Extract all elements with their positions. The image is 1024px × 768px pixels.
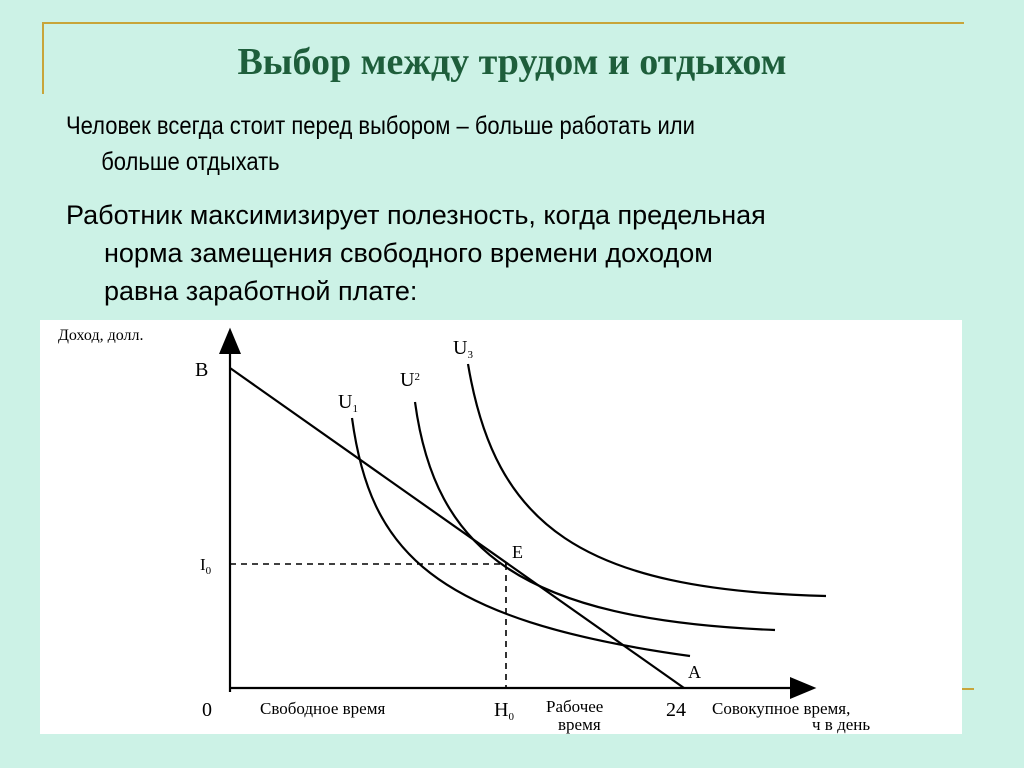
bullet-maximize-line1: Работник максимизирует полезность, когда предельная bbox=[66, 200, 766, 230]
work-time-label-line1: Рабочее bbox=[546, 697, 604, 716]
bullet-maximize bbox=[66, 196, 966, 310]
x-axis-label-line2: ч в день bbox=[812, 715, 871, 734]
income-eq-label: $I_0$ bbox=[200, 555, 212, 577]
point-b-label: B bbox=[195, 359, 209, 381]
indifference-curve-u2 bbox=[415, 402, 775, 630]
frame-top-line bbox=[42, 22, 964, 24]
y-axis-label: Доход, долл. bbox=[58, 327, 144, 344]
point-a-label: A bbox=[688, 662, 701, 682]
indifference-curve-u1 bbox=[352, 418, 690, 656]
hours-eq-label: $H_0$ bbox=[494, 699, 514, 723]
bullet-choice-line1: Человек всегда стоит перед выбором – больше работать или bbox=[66, 112, 695, 140]
free-time-label: Свободное время bbox=[260, 699, 386, 718]
curve-u1-label: $U_1$ bbox=[338, 391, 358, 415]
frame-right-tick bbox=[960, 688, 974, 690]
slide-title: Выбор между трудом и отдыхом bbox=[237, 41, 787, 83]
curve-u2-label: $U^2$ bbox=[400, 369, 420, 391]
bullet-choice bbox=[66, 108, 911, 180]
budget-line bbox=[230, 368, 684, 688]
diagram-svg bbox=[40, 320, 962, 734]
hours-total-label: 24 bbox=[666, 699, 686, 721]
curve-u3-label: $U_3$ bbox=[453, 337, 473, 361]
bullet-choice-line2: больше отдыхать bbox=[101, 148, 280, 176]
bullet-maximize-line2: норма замещения свободного времени доходом bbox=[104, 238, 713, 268]
labor-leisure-diagram bbox=[40, 320, 962, 734]
bullet-maximize-line3: равна заработной плате: bbox=[104, 276, 418, 306]
x-axis-label-line1: Совокупное время, bbox=[712, 699, 851, 718]
origin-label: 0 bbox=[202, 699, 212, 721]
work-time-label-line2: время bbox=[558, 715, 601, 734]
point-e-label: E bbox=[512, 542, 523, 562]
